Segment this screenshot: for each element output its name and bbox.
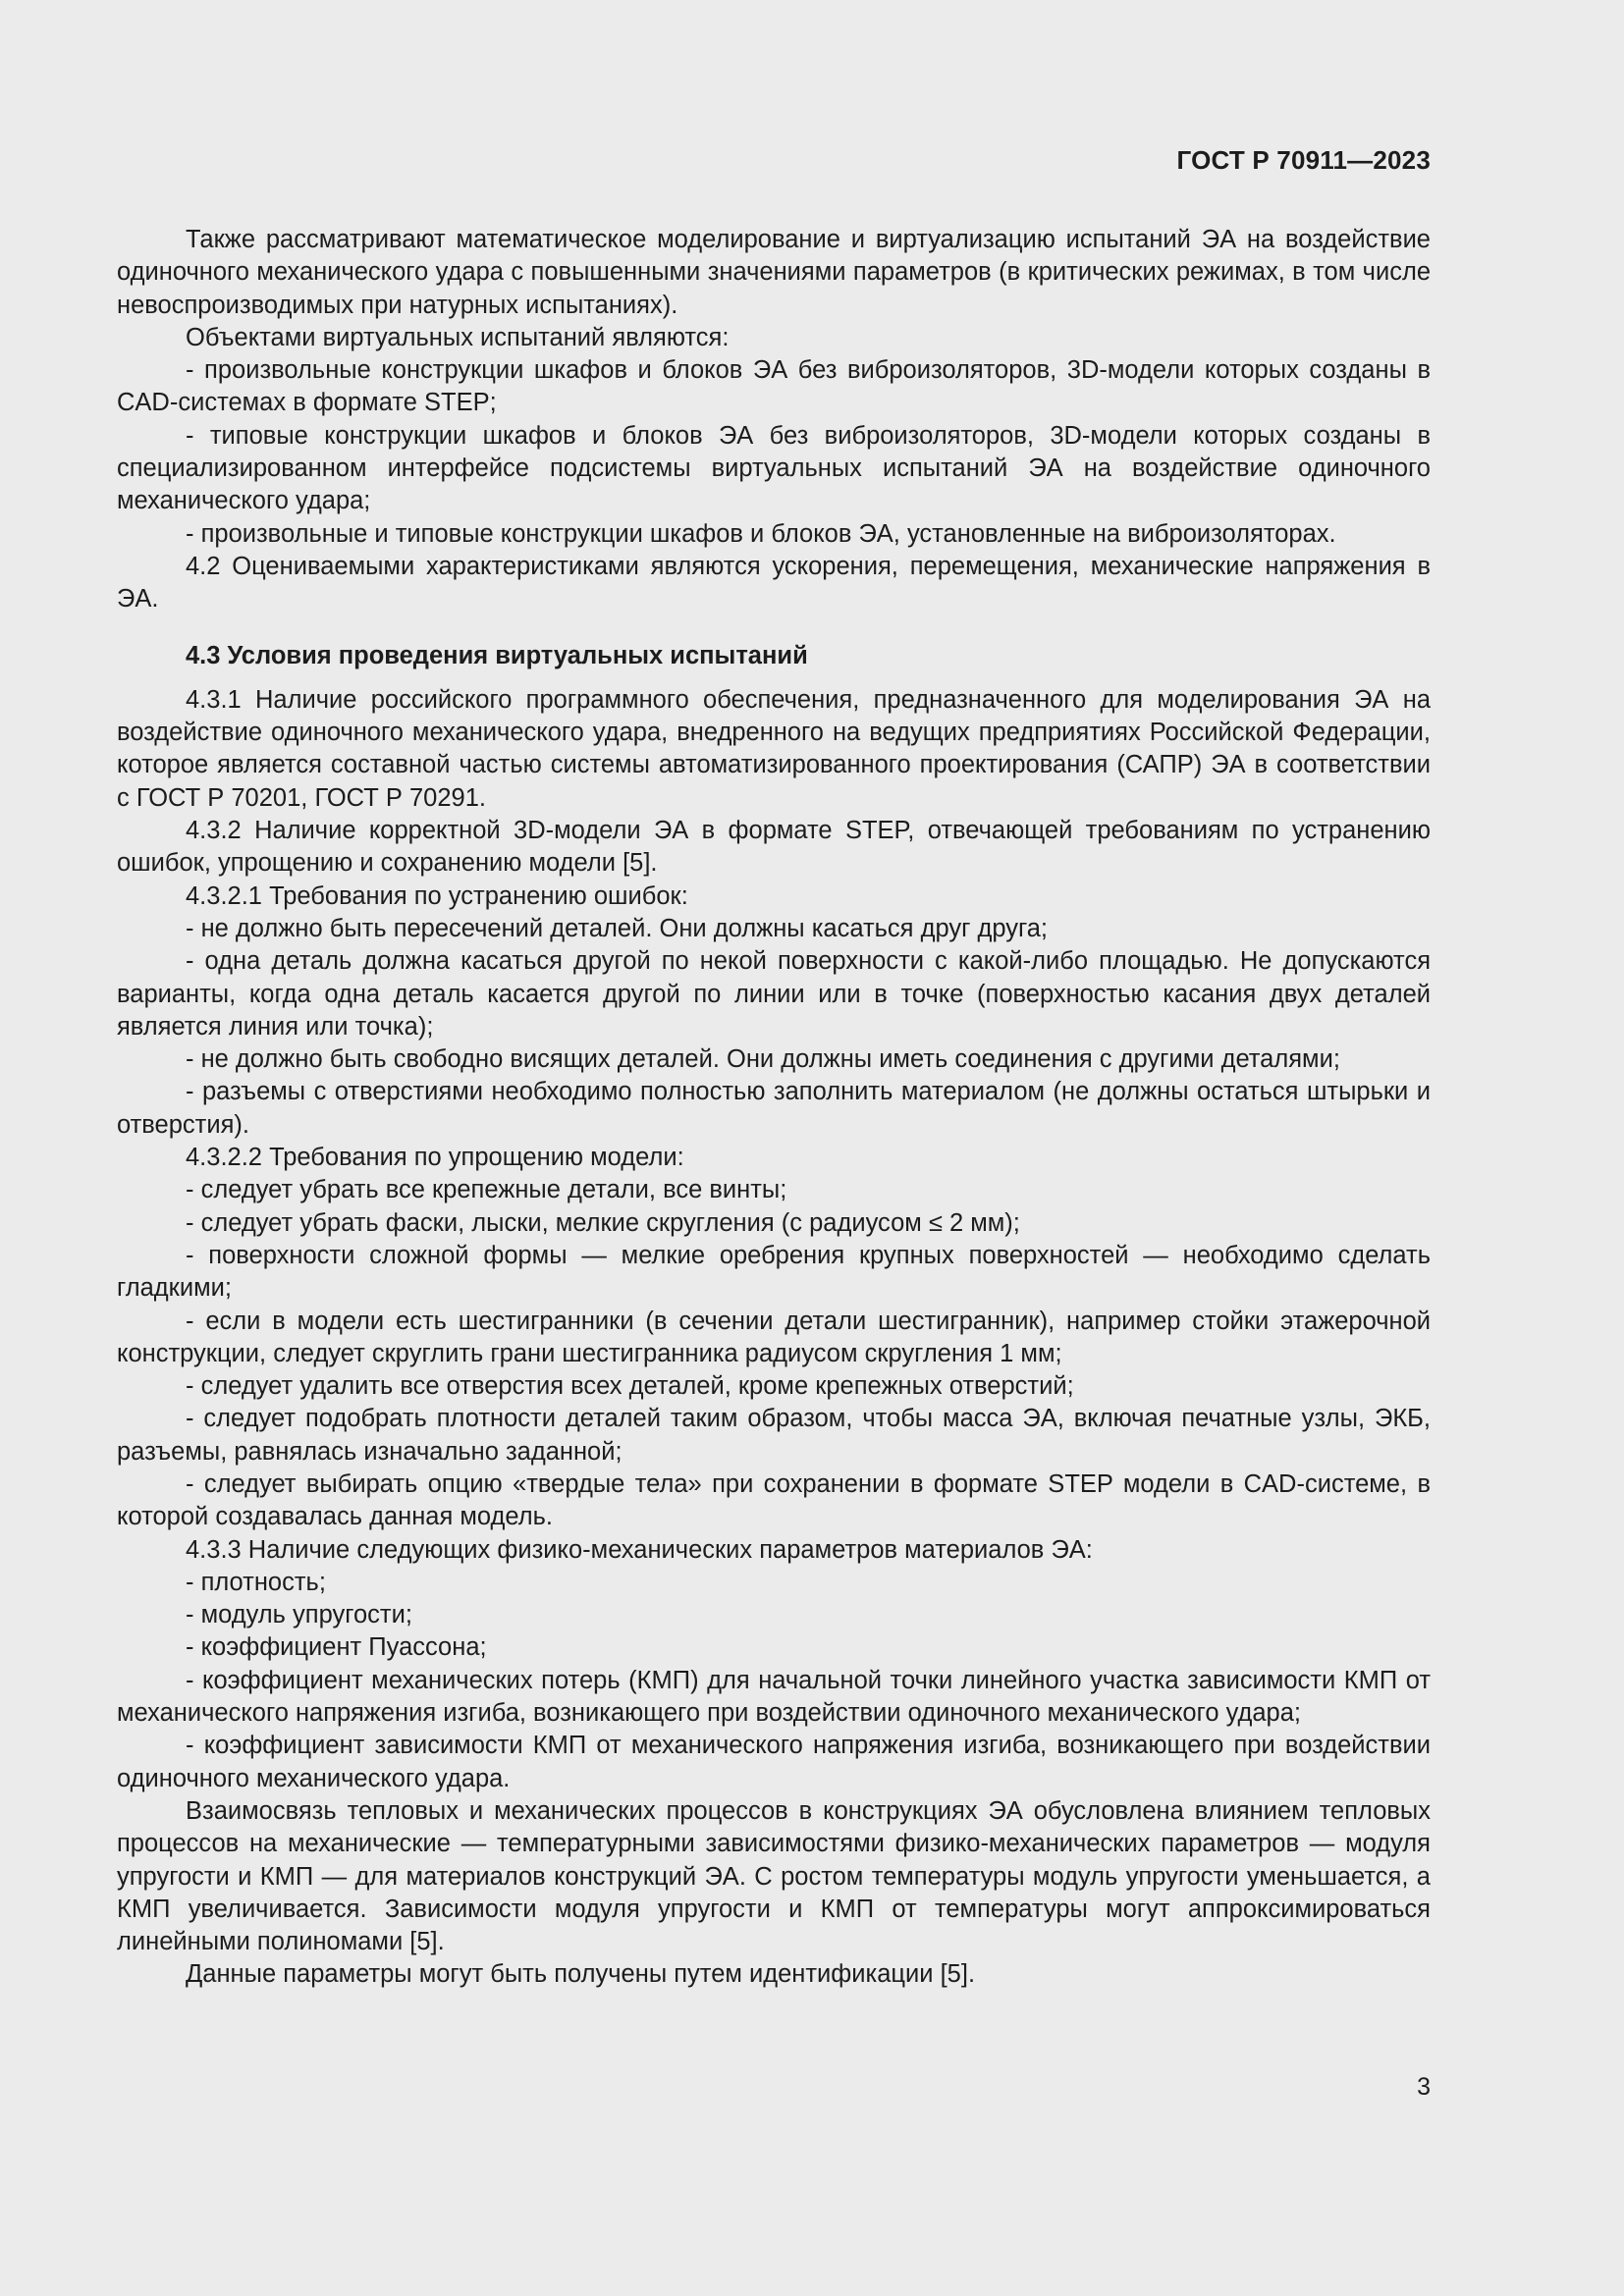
paragraph: - следует убрать все крепежные детали, все винты; (186, 1176, 787, 1204)
paragraph: - не должно быть пересечений деталей. Они должны касаться друг друга; (186, 914, 1049, 942)
paragraph: - поверхности сложной формы — мелкие оребрения крупных поверхностей — необходимо сделать гладкими; (117, 1241, 1431, 1303)
paragraph: 4.3.3 Наличие следующих физико-механических параметров материалов ЭА: (186, 1535, 1093, 1564)
section-heading: 4.3 Условия проведения виртуальных испытаний (186, 641, 808, 669)
page-number: 3 (1417, 2073, 1431, 2101)
paragraph: 4.3.2 Наличие корректной 3D-модели ЭА в формате STEP, отвечающей требованиям по устранению ошибок, упрощению и сохранению модели [5]. (117, 817, 1431, 878)
paragraph: - плотность; (186, 1568, 326, 1596)
paragraph: - не должно быть свободно висящих деталей. Они должны иметь соединения с другими деталями; (186, 1045, 1340, 1074)
paragraph: - одна деталь должна касаться другой по некой поверхности с какой-либо площадью. Не допускаются варианты, когда одна деталь касается другой по линии или в точке (поверхностью касания двух деталей является линия или точка); (117, 947, 1431, 1041)
paragraph: - следует удалить все отверстия всех деталей, кроме крепежных отверстий; (186, 1372, 1074, 1401)
paragraph: - произвольные и типовые конструкции шкафов и блоков ЭА, установленные на виброизоляторах. (186, 519, 1336, 548)
paragraph: - разъемы с отверстиями необходимо полностью заполнить материалом (не должны остаться штырьки и отверстия). (117, 1078, 1431, 1139)
paragraph: - если в модели есть шестигранники (в сечении детали шестигранник), например стойки этажерочной конструкции, следует скруглить грани шестигранника радиусом скругления 1 мм; (117, 1307, 1431, 1367)
document-code-header: ГОСТ Р 70911—2023 (1176, 145, 1431, 175)
paragraph: - произвольные конструкции шкафов и блоков ЭА без виброизоляторов, 3D-модели которых созданы в CAD-системах в формате STEP; (117, 356, 1431, 417)
paragraph: - коэффициент механических потерь (КМП) для начальной точки линейного участка зависимости КМП от механического напряжения изгиба, возникающего при воздействии одиночного механического удара; (117, 1666, 1431, 1728)
paragraph: Взаимосвязь тепловых и механических процессов в конструкциях ЭА обусловлена влиянием тепловых процессов на механические — температурными зависимостями физико-механических параметров — модуля упругости и КМП — для материалов конструкций ЭА. С ростом температуры модуль упругости уменьшается, а КМП увеличивается. Зависимости модуля упругости и КМП от температуры могут аппроксимироваться линейными полиномами [5]. (117, 1796, 1431, 1956)
paragraph: 4.3.1 Наличие российского программного обеспечения, предназначенного для моделирования ЭА на воздействие одиночного механического удара, внедренного на ведущих предприятиях Российской Федерации, которое является составной частью системы автоматизированного проектирования (САПР) ЭА в соответствии с ГОСТ Р 70201, ГОСТ Р 70291. (117, 685, 1431, 812)
paragraph: Также рассматривают математическое моделирование и виртуализацию испытаний ЭА на воздействие одиночного механического удара с повышенными значениями параметров (в критических режимах, в том числе невоспроизводимых при натурных испытаниях). (117, 226, 1431, 319)
paragraph: Данные параметры могут быть получены путем идентификации [5]. (186, 1960, 976, 1989)
paragraph: Объектами виртуальных испытаний являются: (186, 323, 730, 351)
paragraph: - следует выбирать опцию «твердые тела» при сохранении в формате STEP модели в CAD-системе, в которой создавалась данная модель. (117, 1469, 1431, 1531)
document-body (117, 224, 1431, 1992)
paragraph: 4.3.2.2 Требования по упрощению модели: (186, 1144, 684, 1172)
paragraph: - коэффициент зависимости КМП от механического напряжения изгиба, возникающего при воздействии одиночного механического удара. (117, 1732, 1431, 1792)
paragraph: 4.3.2.1 Требования по устранению ошибок: (186, 881, 688, 910)
paragraph: - следует убрать фаски, лыски, мелкие скругления (с радиусом ≤ 2 мм); (186, 1208, 1020, 1237)
paragraph: - модуль упругости; (186, 1601, 412, 1629)
paragraph: 4.2 Оцениваемыми характеристиками являются ускорения, перемещения, механические напряжения в ЭА. (117, 552, 1431, 614)
paragraph: - следует подобрать плотности деталей таким образом, чтобы масса ЭА, включая печатные узлы, ЭКБ, разъемы, равнялась изначально заданной; (117, 1405, 1431, 1466)
paragraph: - типовые конструкции шкафов и блоков ЭА без виброизоляторов, 3D-модели которых созданы в специализированном интерфейсе подсистемы виртуальных испытаний ЭА на воздействие одиночного механического удара; (117, 421, 1431, 515)
paragraph: - коэффициент Пуассона; (186, 1633, 487, 1662)
